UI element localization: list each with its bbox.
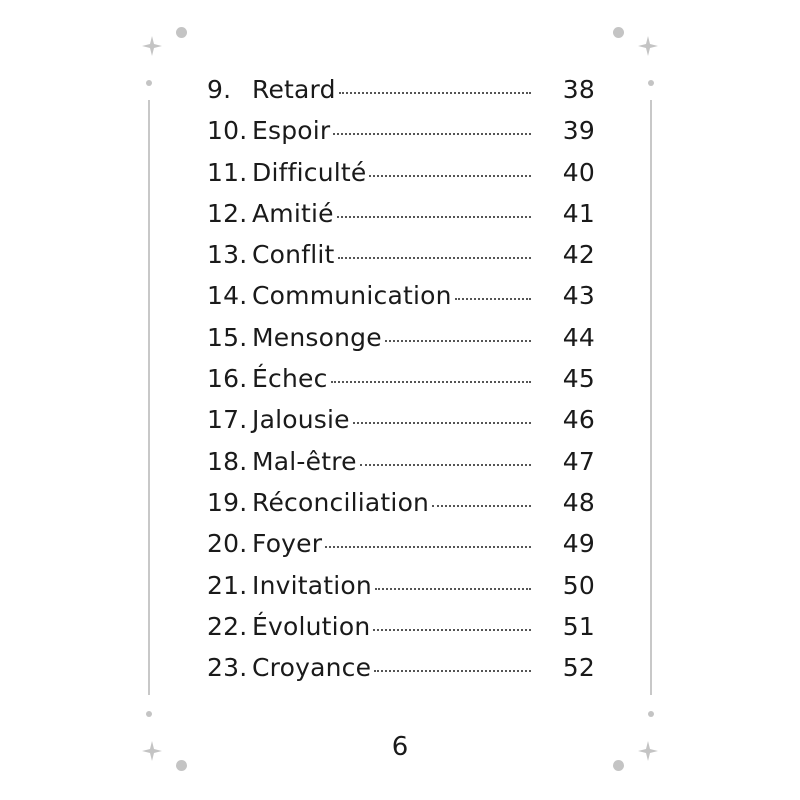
dot-leader	[337, 216, 531, 218]
toc-entry-title: Échec	[252, 364, 328, 394]
left-border-rule	[148, 100, 150, 695]
dot-leader	[353, 422, 531, 424]
toc-entry-page: 38	[562, 75, 595, 104]
toc-entry[interactable]	[207, 278, 595, 319]
toc-entry-number: 10.	[207, 116, 248, 146]
ornament-dot	[648, 80, 654, 86]
toc-entry[interactable]	[207, 568, 595, 609]
toc-entry[interactable]	[207, 196, 595, 237]
toc-entry-page: 51	[562, 611, 595, 641]
dot-leader	[360, 464, 531, 466]
toc-entry-page: 49	[562, 529, 595, 559]
ornament-dot	[613, 27, 624, 38]
toc-entry[interactable]	[207, 155, 595, 196]
toc-entry-page: 41	[562, 198, 595, 228]
toc-entry-title: Communication	[252, 281, 452, 311]
dot-leader	[455, 298, 531, 300]
toc-entry-page: 47	[562, 446, 595, 476]
page-number: 6	[391, 732, 409, 762]
dot-leader	[339, 92, 531, 94]
toc-entry-number: 14.	[207, 281, 248, 311]
dot-leader	[375, 588, 531, 590]
toc-entry-number: 19.	[207, 487, 248, 517]
toc-entry[interactable]	[207, 320, 595, 361]
dot-leader	[338, 257, 532, 259]
toc-entry[interactable]	[207, 444, 595, 485]
toc-entry-page: 43	[562, 281, 595, 311]
dot-leader	[325, 546, 531, 548]
toc-entry-number: 15.	[207, 322, 248, 352]
toc-entry-number: 16.	[207, 364, 248, 394]
toc-entry[interactable]	[207, 485, 595, 526]
toc-entry-number: 17.	[207, 405, 248, 435]
toc-entry[interactable]	[207, 361, 595, 402]
toc-entry-title: Mal-être	[252, 446, 357, 476]
dot-leader	[331, 381, 531, 383]
right-border-rule	[650, 100, 652, 695]
toc-entry-number: 22.	[207, 611, 248, 641]
table-of-contents	[207, 72, 595, 691]
ornament-dot	[648, 711, 654, 717]
toc-entry-title: Évolution	[252, 611, 371, 641]
toc-entry-number: 20.	[207, 529, 248, 559]
toc-entry-title: Réconciliation	[252, 487, 430, 517]
toc-entry-number: 11.	[207, 157, 248, 187]
toc-entry-page: 45	[562, 364, 595, 394]
toc-entry-number: 12.	[207, 198, 248, 228]
ornament-dot	[176, 27, 187, 38]
toc-entry[interactable]	[207, 113, 595, 154]
toc-entry-page: 40	[562, 157, 595, 187]
toc-entry-number: 23.	[207, 653, 248, 683]
toc-entry-title: Difficulté	[252, 157, 367, 187]
toc-entry-number: 9.	[207, 75, 232, 104]
toc-entry[interactable]	[207, 402, 595, 443]
toc-entry-page: 46	[562, 405, 595, 435]
dot-leader	[374, 670, 531, 672]
dot-leader	[385, 340, 531, 342]
sparkle-star-icon	[142, 36, 162, 56]
toc-entry-title: Espoir	[252, 116, 331, 146]
toc-entry-title: Mensonge	[252, 322, 382, 352]
toc-entry-page: 42	[562, 240, 595, 270]
toc-entry-page: 52	[562, 653, 595, 683]
toc-entry-page: 50	[562, 570, 595, 600]
toc-entry-title: Croyance	[252, 653, 372, 683]
toc-entry[interactable]	[207, 237, 595, 278]
ornament-dot	[146, 711, 152, 717]
toc-entry-page: 48	[562, 487, 595, 517]
toc-entry[interactable]	[207, 72, 595, 113]
ornament-dot	[146, 80, 152, 86]
dot-leader	[432, 505, 531, 507]
dot-leader	[369, 175, 531, 177]
sparkle-star-icon	[638, 36, 658, 56]
toc-entry-number: 18.	[207, 446, 248, 476]
toc-entry-page: 39	[562, 116, 595, 146]
dot-leader	[333, 133, 531, 135]
toc-entry-number: 13.	[207, 240, 248, 270]
toc-entry-title: Foyer	[252, 529, 323, 559]
toc-entry-title: Jalousie	[252, 405, 350, 435]
toc-entry-number: 21.	[207, 570, 248, 600]
toc-entry[interactable]	[207, 609, 595, 650]
toc-entry-title: Invitation	[252, 570, 372, 600]
toc-entry-title: Conflit	[252, 240, 335, 270]
toc-entry-title: Amitié	[252, 198, 334, 228]
toc-entry[interactable]	[207, 526, 595, 567]
toc-entry-page: 44	[562, 322, 595, 352]
toc-entry-title: Retard	[252, 75, 336, 104]
dot-leader	[373, 629, 531, 631]
toc-entry[interactable]	[207, 650, 595, 691]
